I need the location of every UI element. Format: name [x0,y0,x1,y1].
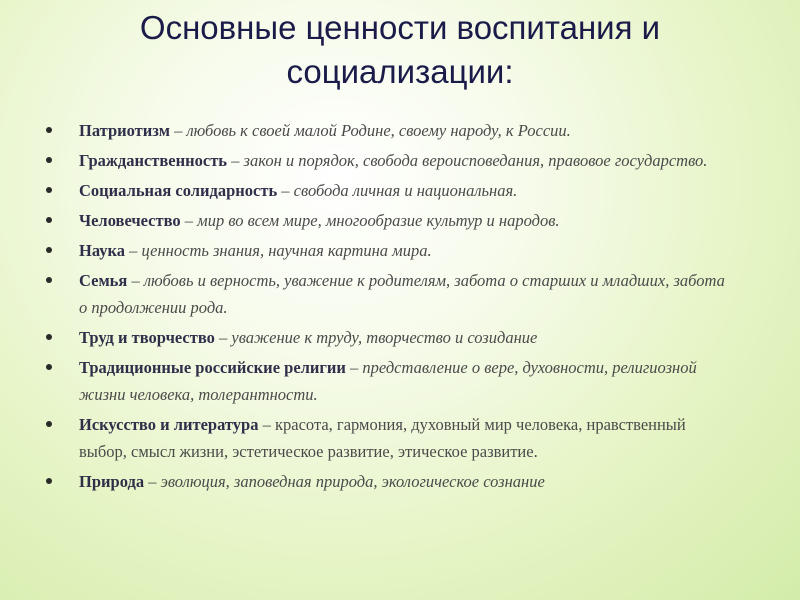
item-term: Наука [79,241,126,260]
item-term: Природа [79,472,145,491]
item-description: любовь и верность, уважение к родителям, забота о старших и младших, забота о продолжении рода. [79,271,725,317]
item-separator: – [180,211,198,230]
list-item-citizenship [44,147,734,174]
slide-title: Основные ценности воспитания и социализации: [139,9,661,90]
item-term: Социальная солидарность [79,181,278,200]
list-item-family [44,267,734,321]
item-description: мир во всем мире, многообразие культур и народов. [197,211,560,230]
item-term: Человечество [79,211,181,230]
list-item-science [44,237,734,264]
item-separator: – [258,415,275,434]
item-description: любовь к своей малой Родине, своему народу, к России. [186,121,571,140]
bullet-icon [46,187,52,193]
item-description: свобода личная и национальная. [293,181,518,200]
item-separator: – [125,241,142,260]
item-description: закон и порядок, свобода вероисповедания, правовое государство. [243,151,708,170]
item-term: Патриотизм [79,121,170,140]
item-term: Семья [79,271,128,290]
item-separator: – [144,472,161,491]
item-term: Традиционные российские религии [79,358,346,377]
bullet-icon [46,478,52,484]
list-item-religions [44,354,734,408]
item-term: Искусство и литература [79,415,259,434]
bullet-icon [46,421,52,427]
bullet-icon [46,364,52,370]
item-separator: – [227,151,244,170]
item-description: ценность знания, научная картина мира. [141,241,432,260]
list-item-art [44,411,734,465]
item-term: Труд и творчество [79,328,215,347]
list-item-solidarity [44,177,734,204]
item-description: уважение к труду, творчество и созидание [231,328,538,347]
bullet-icon [46,127,52,133]
bullet-icon [46,277,52,283]
values-list [44,117,734,498]
item-separator: – [277,181,294,200]
item-description: эволюция, заповедная природа, экологическое сознание [160,472,545,491]
bullet-icon [46,217,52,223]
item-separator: – [345,358,363,377]
list-item-patriotism [44,117,734,144]
bullet-icon [46,247,52,253]
bullet-icon [46,157,52,163]
item-description: представление о вере, духовности, религиозной жизни человека, толерантности. [79,358,697,404]
bullet-icon [46,334,52,340]
item-separator: – [214,328,232,347]
item-term: Гражданственность [79,151,228,170]
list-item-humanity [44,207,734,234]
list-item-nature [44,468,734,495]
item-separator: – [127,271,144,290]
item-separator: – [169,121,187,140]
item-description: красота, гармония, духовный мир человека, нравственный выбор, смысл жизни, эстетическое развитие, этическое развитие. [79,415,686,461]
list-item-labor [44,324,734,351]
